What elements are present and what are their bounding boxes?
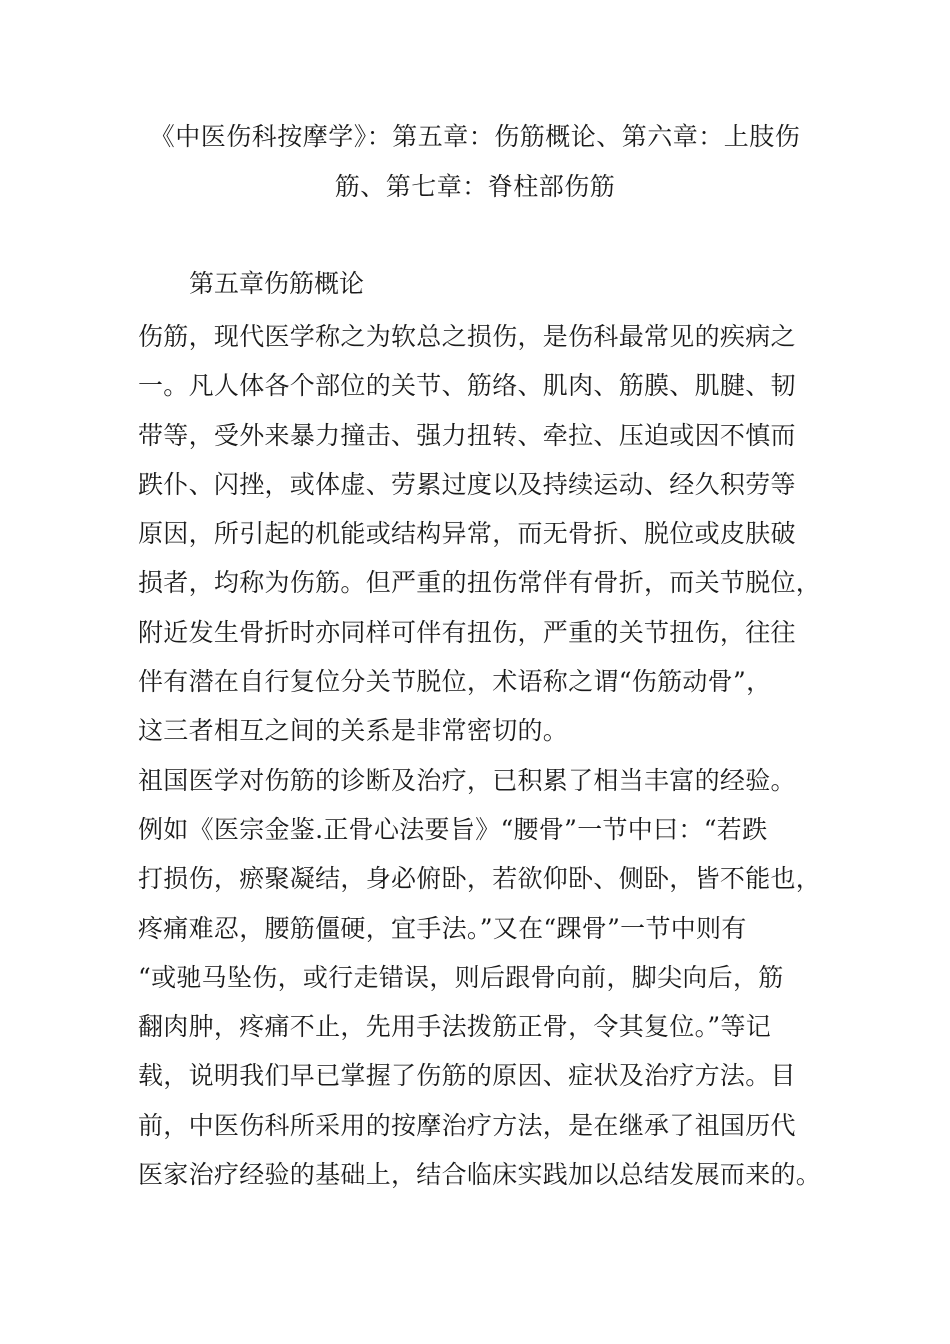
- title-line-1: 《中医伤科按摩学》：第五章：伤筋概论、第六章：上肢伤: [149, 122, 801, 151]
- text-line: 伴有潜在自行复位分关节脱位，术语称之谓“伤筋动骨”，: [138, 667, 772, 697]
- text-line: 带等，受外来暴力撞击、强力扭转、牵拉、压迫或因不慎而: [138, 420, 796, 450]
- text-line: 伤筋，现代医学称之为软总之损伤，是伤科最常见的疾病之: [138, 322, 796, 351]
- title-line-2: 筋、第七章：脊柱部伤筋: [334, 172, 616, 201]
- text-line: 前，中医伤科所采用的按摩治疗方法，是在继承了祖国历代: [138, 1110, 796, 1140]
- text-line: 一。凡人体各个部位的关节、筋络、肌肉、筋膜、肌腱、韧: [138, 371, 796, 401]
- text-line: 损者，均称为伤筋。但严重的扭伤常伴有骨折，而关节脱位，: [138, 568, 822, 598]
- text-line: 载，说明我们早已掌握了伤筋的原因、症状及治疗方法。目: [138, 1061, 796, 1091]
- document-title: [130, 112, 820, 212]
- text-line: 附近发生骨折时亦同样可伴有扭伤，严重的关节扭伤，往往: [138, 617, 796, 647]
- text-line: 打损伤，瘀聚凝结，身必俯卧，若欲仰卧、侧卧，皆不能也，: [138, 864, 822, 894]
- chapter-heading: 第五章伤筋概论: [189, 269, 365, 298]
- text-line: 翻肉肿，疼痛不止，先用手法拨筋正骨，令其复位。”等记: [138, 1012, 772, 1042]
- text-line: 医家治疗经验的基础上，结合临床实践加以总结发展而来的。: [138, 1160, 822, 1190]
- text-line: 这三者相互之间的关系是非常密切的。: [138, 716, 569, 746]
- text-line: 例如《医宗金鉴.正骨心法要旨》“腰骨”一节中曰：“若跌: [138, 814, 768, 844]
- body-text: [138, 312, 828, 1199]
- text-line: “或驰马坠伤，或行走错误，则后跟骨向前，脚尖向后，筋: [138, 962, 784, 992]
- text-line: 原因，所引起的机能或结构异常，而无骨折、脱位或皮肤破: [138, 519, 796, 549]
- text-line: 疼痛难忍，腰筋僵硬，宜手法。”又在“踝骨”一节中则有: [138, 913, 747, 943]
- text-line: 祖国医学对伤筋的诊断及治疗，已积累了相当丰富的经验。: [138, 765, 796, 795]
- text-line: 跌仆、闪挫，或体虚、劳累过度以及持续运动、经久积劳等: [138, 469, 796, 499]
